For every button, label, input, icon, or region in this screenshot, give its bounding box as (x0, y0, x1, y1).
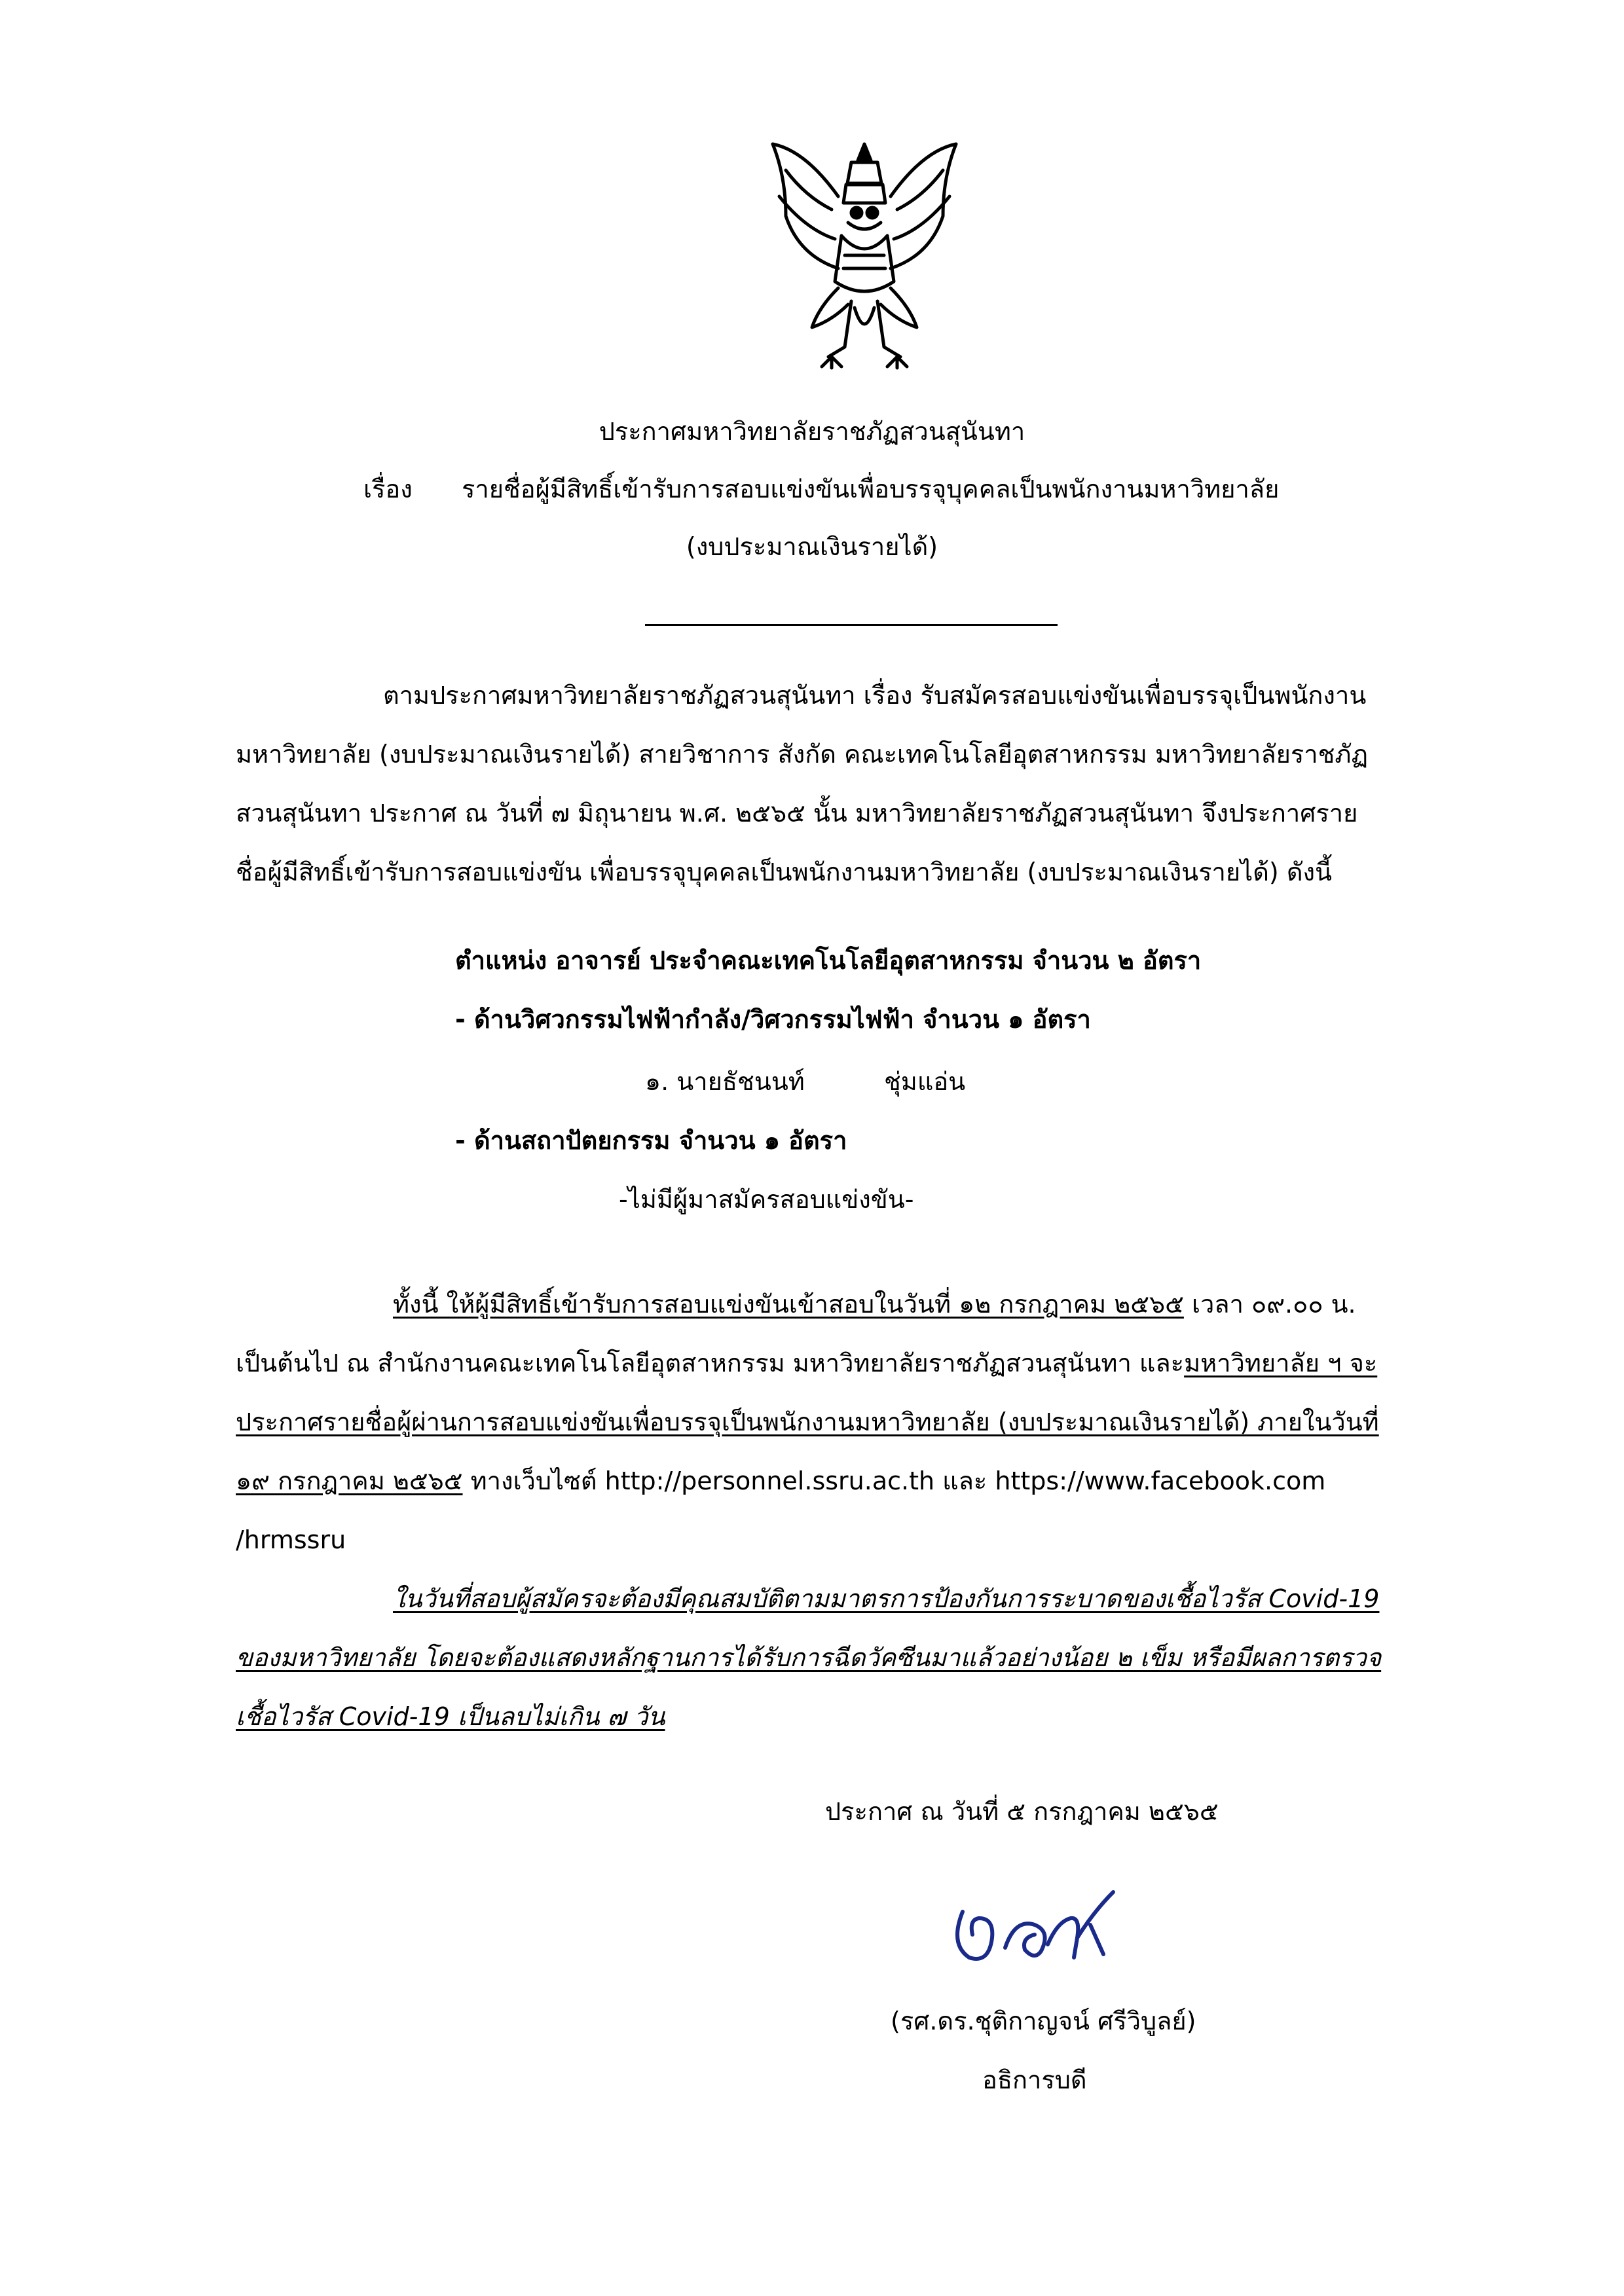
signatory-title: อธิการบดี (982, 2066, 1087, 2094)
exam-announce-underlined: มหาวิทยาลัย ฯ จะ (1184, 1349, 1378, 1377)
budget-note: (งบประมาณเงินรายได้) (686, 532, 938, 561)
announced-date: ประกาศ ณ วันที่ ๕ กรกฎาคม ๒๕๖๕ (825, 1797, 1219, 1826)
exam-date-underlined: ทั้งนี้ ให้ผู้มีสิทธิ์เข้ารับการสอบแข่งขันเข้าสอบในวันที่ ๑๒ กรกฎาคม ๒๕๖๕ (393, 1290, 1184, 1319)
garuda-emblem-icon (760, 131, 969, 380)
covid-line-2: ของมหาวิทยาลัย โดยจะต้องแสดงหลักฐานการได้รับการฉีดวัคซีนมาแล้วอย่างน้อย ๒ เข็ม หรือมีผลการตรวจ (236, 1643, 1382, 1672)
signatory-name: (รศ.ดร.ชุติกาญจน์ ศรีวิบูลย์) (891, 2007, 1196, 2035)
exam-line-2 (236, 1351, 1377, 1376)
subject-label: เรื่อง (363, 475, 413, 503)
header-divider (645, 624, 1058, 626)
exam-results-a: ประกาศรายชื่อ (236, 1408, 397, 1436)
results-websites: ทางเว็บไซต์ http://personnel.ssru.ac.th และ https://www.facebook.com (462, 1467, 1326, 1495)
subject-text: รายชื่อผู้มีสิทธิ์เข้ารับการสอบแข่งขันเพื่อบรรจุบุคคลเป็นพนักงานมหาวิทยาลัย (462, 475, 1280, 503)
field-architecture-note: -ไม่มีผู้มาสมัครสอบแข่งขัน- (619, 1185, 914, 1214)
exam-line-1 (393, 1292, 1356, 1317)
candidate-1-surname: ชุ่มแอ่น (884, 1067, 966, 1096)
position-heading: ตำแหน่ง อาจารย์ ประจำคณะเทคโนโลยีอุตสาหกรรม จำนวน ๒ อัตรา (455, 946, 1202, 975)
exam-venue: เป็นต้นไป ณ สำนักงานคณะเทคโนโลยีอุตสาหกรรม มหาวิทยาลัยราชภัฏสวนสุนันทา และ (236, 1349, 1185, 1377)
signature-icon (943, 1872, 1133, 1977)
field-electrical: - ด้านวิศวกรรมไฟฟ้ากำลัง/วิศวกรรมไฟฟ้า จำนวน ๑ อัตรา (455, 1005, 1091, 1034)
covid-line-1: ในวันที่สอบผู้สมัครจะต้องมีคุณสมบัติตามมาตรการป้องกันการระบาดของเชื้อไวรัส Covid-19 (393, 1584, 1380, 1613)
results-date-underlined: ๑๙ กรกฎาคม ๒๕๖๕ (236, 1467, 463, 1495)
exam-line-3 (236, 1410, 1379, 1434)
intro-line-4: ชื่อผู้มีสิทธิ์เข้ารับการสอบแข่งขัน เพื่อบรรจุบุคคลเป็นพนักงานมหาวิทยาลัย (งบประมาณเงินรายได้) ดังนี้ (236, 858, 1333, 886)
intro-line-1: ตามประกาศมหาวิทยาลัยราชภัฏสวนสุนันทา เรื่อง รับสมัครสอบแข่งขันเพื่อบรรจุเป็นพนักงาน (383, 681, 1367, 710)
intro-line-3: สวนสุนันทา ประกาศ ณ วันที่ ๗ มิถุนายน พ.ศ. ๒๕๖๕ นั้น มหาวิทยาลัยราชภัฏสวนสุนันทา จึงประกาศราย (236, 799, 1358, 828)
exam-results-b: ผู้ผ่านการสอบแข่งขันเพื่อบรรจุเป็นพนักงานมหาวิทยาลัย (งบประมาณเงินรายได้) ภายในวันที่ (397, 1408, 1379, 1436)
candidate-1-name: ๑. นายธัชนนท์ (645, 1067, 805, 1096)
covid-line-3: เชื้อไวรัส Covid-19 เป็นลบไม่เกิน ๗ วัน (236, 1702, 665, 1731)
exam-line-4 (236, 1468, 1325, 1493)
exam-line-5: /hrmssru (236, 1525, 346, 1554)
field-architecture: - ด้านสถาปัตยกรรม จำนวน ๑ อัตรา (455, 1126, 847, 1155)
announcement-title: ประกาศมหาวิทยาลัยราชภัฏสวนสุนันทา (599, 417, 1025, 446)
intro-line-2: มหาวิทยาลัย (งบประมาณเงินรายได้) สายวิชาการ สังกัด คณะเทคโนโลยีอุตสาหกรรม มหาวิทยาลัยราชภัฏ (236, 740, 1368, 769)
exam-time: เวลา ๐๙.๐๐ น. (1183, 1290, 1356, 1319)
